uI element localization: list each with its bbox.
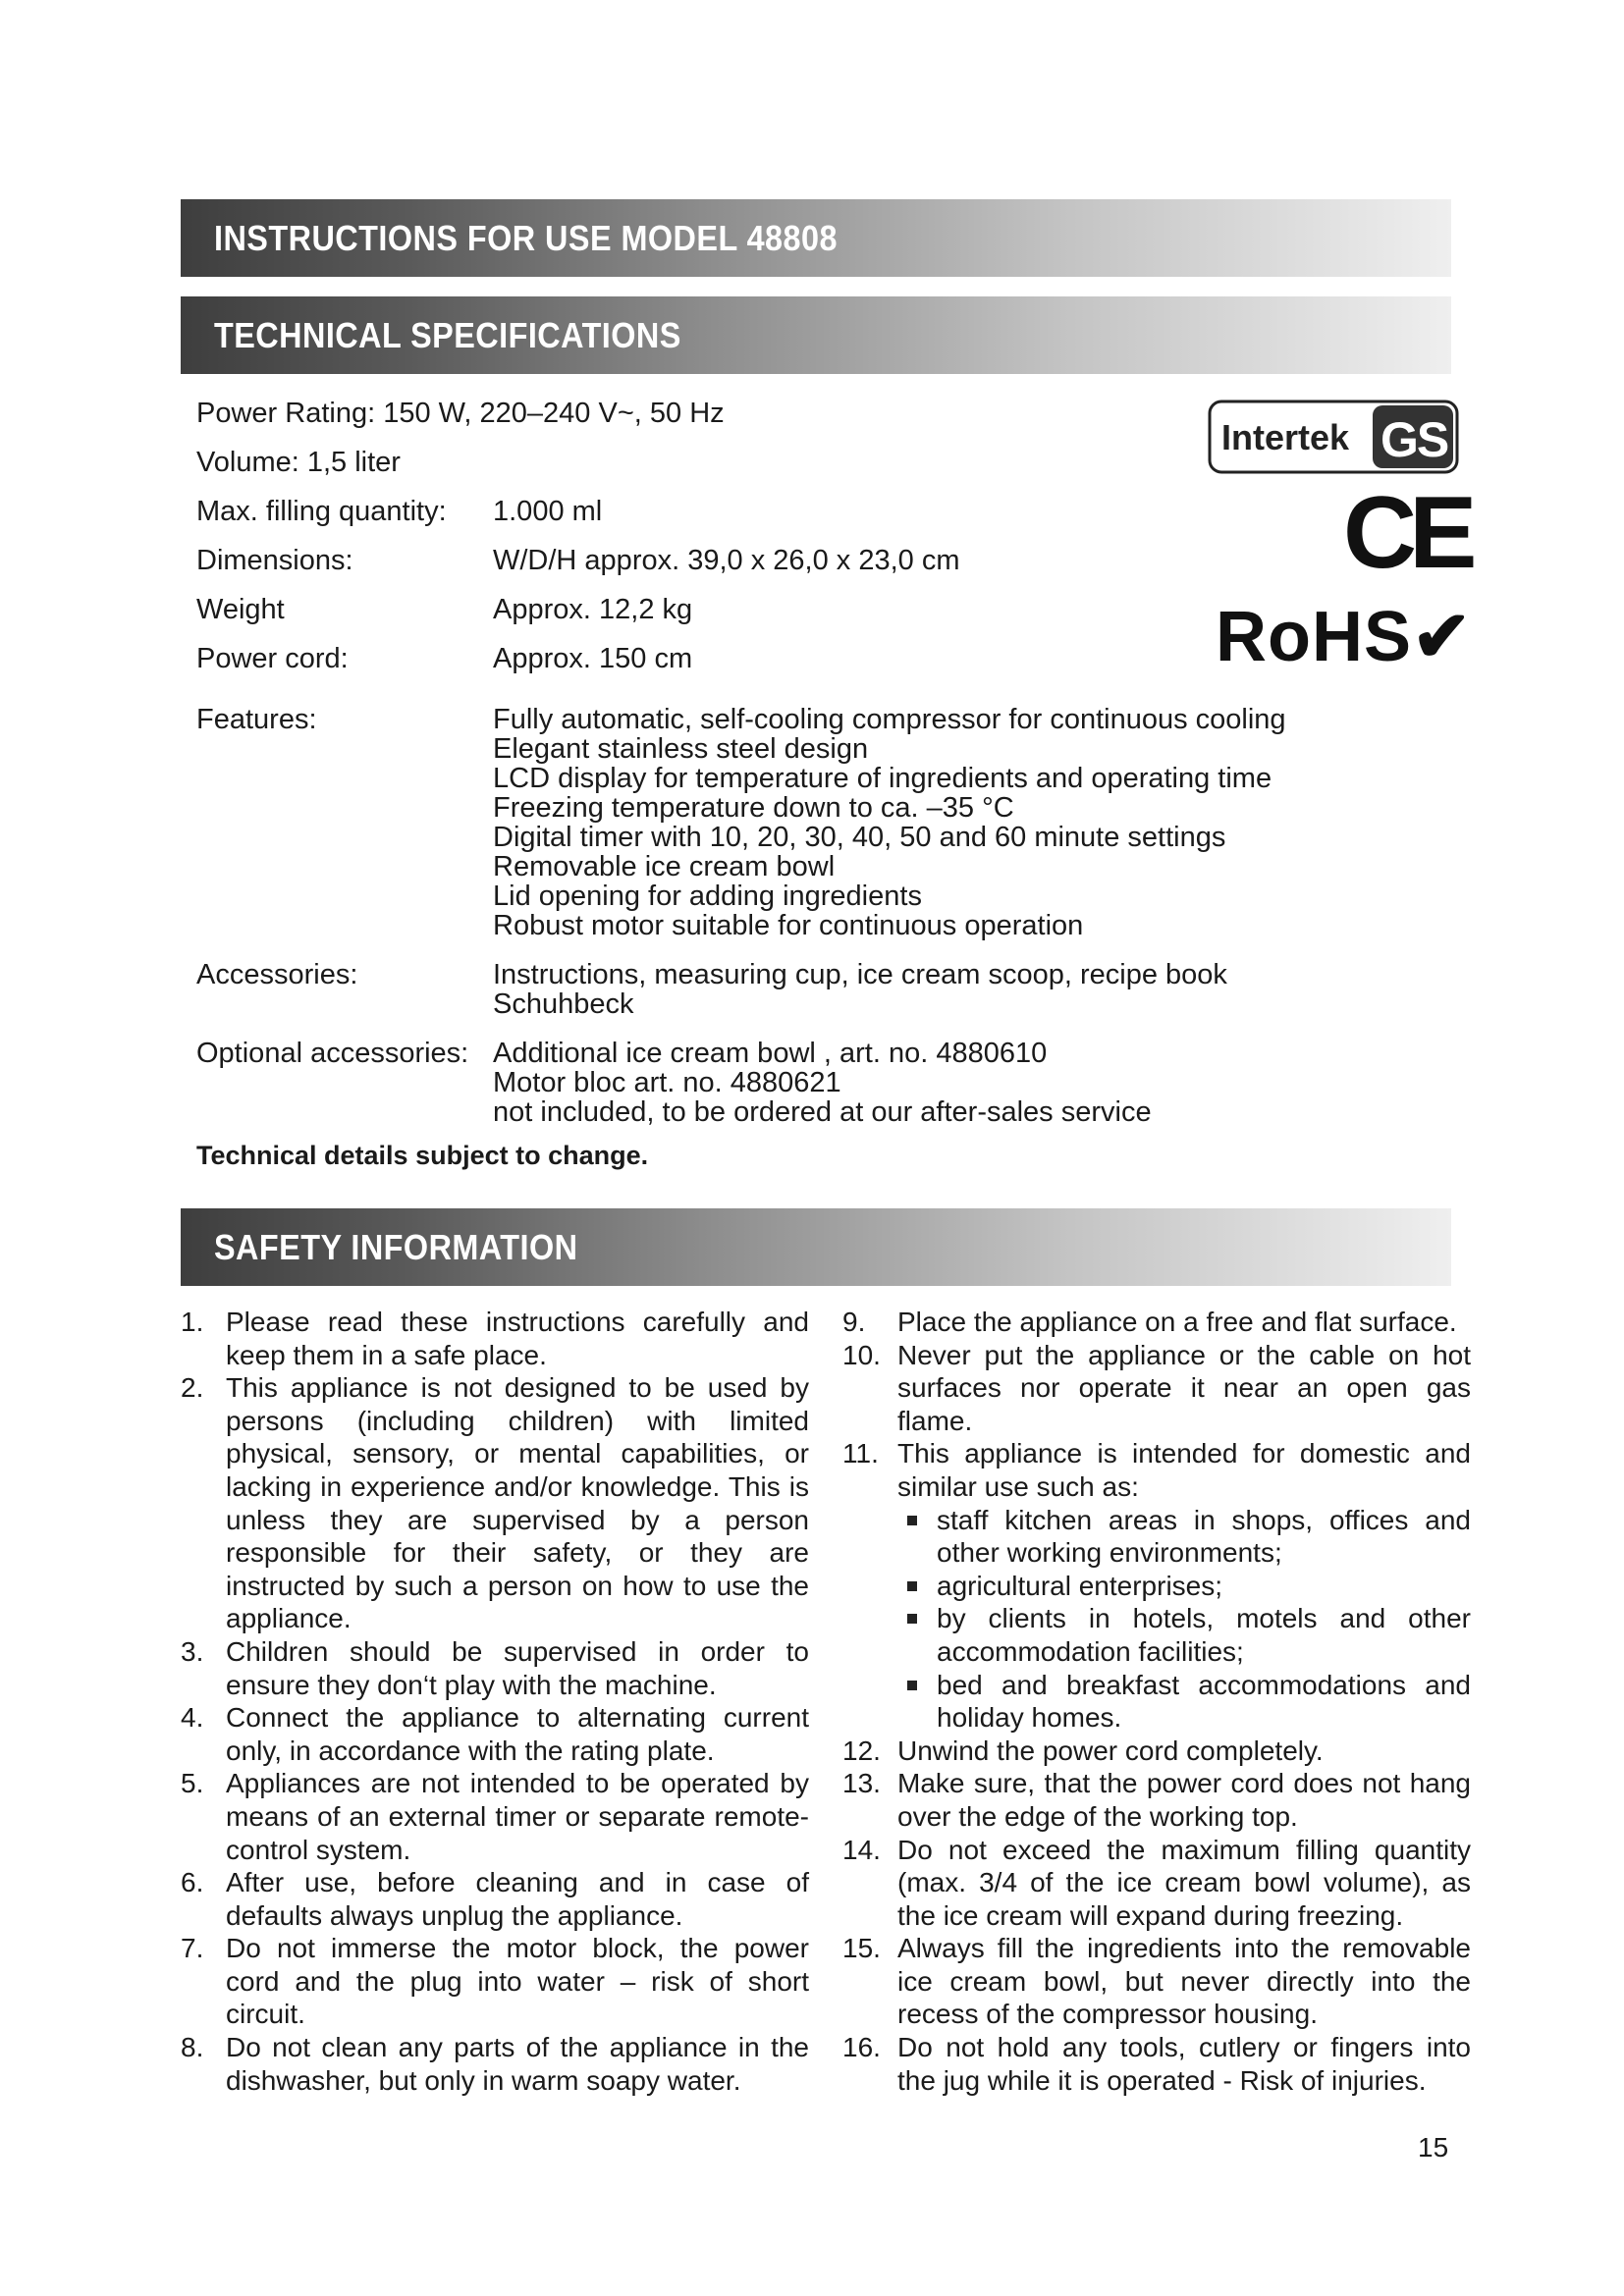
item-text: Do not clean any parts of the appliance in the dishwasher, but only in warm soapy water. [226,2032,809,2096]
spec-value: 1.000 ml [493,496,603,527]
optional-item: Additional ice cream bowl , art. no. 4880610 [493,1038,1048,1069]
safety-heading: SAFETY INFORMATION [214,1226,578,1267]
bullet-item [901,1504,1471,1570]
safety-column-left [181,1306,809,2097]
list-item [181,2031,809,2097]
spec-value: Approx. 150 cm [493,643,693,674]
features-list [493,705,1316,940]
spec-label: Weight [196,594,285,625]
item-text: Unwind the power cord completely. [897,1735,1324,1766]
technical-note: Technical details subject to change. [196,1141,649,1170]
item-text: This appliance is not designed to be used by persons (including children) with limited physical, sensory, or mental capabilities, or lacking in experience and/or knowledge. This is unless they are supervised by a person responsible for their safety, or they are instructed by such a person on how to use the appliance. [226,1372,809,1634]
item-text: Always fill the ingredients into the removable ice cream bowl, but never directly into the recess of the compressor housing. [897,1933,1471,2030]
list-item [181,1767,809,1866]
bullet-square-icon [901,1570,937,1603]
spec-label: Power cord: [196,643,349,674]
spec-power-text: Power Rating: 150 W, 220–240 V~, 50 Hz [196,398,725,429]
bullet-square-icon [901,1504,937,1570]
item-text: Children should be supervised in order to ensure they don‘t play with the machine. [226,1635,809,1700]
bullet-item [901,1570,1471,1603]
feature-item: Robust motor suitable for continuous operation [493,910,1084,941]
optional-item: Motor bloc art. no. 4880621 [493,1067,841,1098]
bullet-text: staff kitchen areas in shops, offices and other working environments; [937,1504,1471,1569]
list-item [181,1866,809,1932]
bullet-square-icon [901,1602,937,1668]
item-text: Appliances are not intended to be operated by means of an external timer or separate remote-control system. [226,1768,809,1865]
list-item [181,1371,809,1635]
title-banner [181,199,1451,277]
item-number: 2. [181,1372,204,1404]
feature-item: Digital timer with 10, 20, 30, 40, 50 and 60 minute settings [493,822,1226,853]
item-number: 5. [181,1768,204,1799]
bullet-item [901,1669,1471,1735]
checkmark-icon: ✔ [1412,598,1473,676]
list-item [842,1437,1471,1503]
spec-volume [196,448,1316,477]
item-number: 6. [181,1867,204,1898]
spec-row [196,595,1316,624]
item-number: 4. [181,1702,204,1734]
item-text: Make sure, that the power cord does not hang over the edge of the working top. [897,1768,1471,1832]
rohs-text: RoHS [1216,598,1412,676]
item-text: After use, before cleaning and in case of defaults always unplug the appliance. [226,1867,809,1931]
optional-accessories-row [196,1039,1316,1127]
bullet-text: bed and breakfast accommodations and holiday homes. [937,1669,1471,1734]
bullet-item [901,1602,1471,1668]
gs-mark-text: GS [1380,412,1448,467]
item-number: 16. [842,2032,881,2063]
bullet-square-icon [901,1669,937,1735]
spec-label: Max. filling quantity: [196,496,447,527]
feature-item: Elegant stainless steel design [493,733,869,765]
intertek-logo-text: Intertek [1221,417,1350,457]
features-label: Features: [196,704,317,735]
item-number: 11. [842,1438,879,1469]
bullet-text: agricultural enterprises; [937,1570,1223,1601]
spec-row [196,546,1316,575]
item-number: 8. [181,2032,204,2063]
ce-mark: CE [1343,476,1470,590]
item-number: 3. [181,1635,204,1667]
tech-specs-banner [181,296,1451,374]
spec-value: W/D/H approx. 39,0 x 26,0 x 23,0 cm [493,545,960,576]
list-item [842,1767,1471,1833]
spec-value: Approx. 12,2 kg [493,594,693,625]
item-number: 14. [842,1834,881,1865]
optional-accessories-label: Optional accessories: [196,1038,469,1069]
spec-label: Dimensions: [196,545,353,576]
item-text: Never put the appliance or the cable on hot surfaces nor operate it near an open gas flame. [897,1339,1471,1436]
tech-specs-heading: TECHNICAL SPECIFICATIONS [214,314,681,355]
accessory-item: Schuhbeck [493,988,634,1020]
item-text: Do not immerse the motor block, the power cord and the plug into water – risk of short circuit. [226,1933,809,2030]
list-item [181,1701,809,1767]
spec-volume-text: Volume: 1,5 liter [196,447,401,478]
item-number: 10. [842,1339,881,1370]
item-number: 15. [842,1933,881,1964]
features-row [196,705,1316,940]
list-item [842,1834,1471,1933]
list-item [181,1932,809,2031]
accessories-label: Accessories: [196,959,358,990]
item-number: 1. [181,1307,204,1337]
item-text: Place the appliance on a free and flat surface. [897,1307,1457,1337]
spec-power [196,399,1316,428]
accessories-list [493,960,1316,1019]
item-number: 7. [181,1933,204,1964]
item-number: 9. [842,1307,866,1337]
technical-specifications [196,399,1316,1170]
item-text: Do not exceed the maximum filling quantity (max. 3/4 of the ice cream bowl volume), as the ice cream will expand during freezing. [897,1834,1471,1931]
list-item [842,1306,1471,1339]
optional-item: not included, to be ordered at our after-sales service [493,1096,1152,1128]
bullet-text: by clients in hotels, motels and other accommodation facilities; [937,1603,1471,1667]
feature-item: LCD display for temperature of ingredients and operating time [493,763,1272,794]
feature-item: Removable ice cream bowl [493,851,836,882]
feature-item: Lid opening for adding ingredients [493,881,922,912]
list-item [842,1339,1471,1438]
list-item [181,1635,809,1701]
item-text: This appliance is intended for domestic and similar use such as: [897,1438,1471,1502]
item-text: Do not hold any tools, cutlery or fingers into the jug while it is operated - Risk of injuries. [897,2032,1471,2096]
item-number: 12. [842,1735,881,1766]
safety-column-right [842,1306,1471,2097]
page-title: INSTRUCTIONS FOR USE MODEL 48808 [214,217,838,258]
list-item [842,2031,1471,2097]
list-item [842,1735,1471,1768]
feature-item: Fully automatic, self-cooling compressor for continuous cooling [493,704,1286,735]
feature-item: Freezing temperature down to ca. –35 °C [493,792,1014,824]
item-text: Connect the appliance to alternating current only, in accordance with the rating plate. [226,1702,809,1766]
page-number: 15 [1418,2132,1449,2163]
list-item [842,1932,1471,2031]
optional-accessories-list [493,1039,1316,1127]
spec-row [196,497,1316,526]
accessory-item: Instructions, measuring cup, ice cream scoop, recipe book [493,959,1227,990]
item-number: 13. [842,1768,881,1799]
accessories-row [196,960,1316,1019]
spec-row [196,644,1316,673]
item-text: Please read these instructions carefully and keep them in a safe place. [226,1307,809,1370]
safety-banner [181,1208,1451,1286]
list-item [181,1306,809,1371]
